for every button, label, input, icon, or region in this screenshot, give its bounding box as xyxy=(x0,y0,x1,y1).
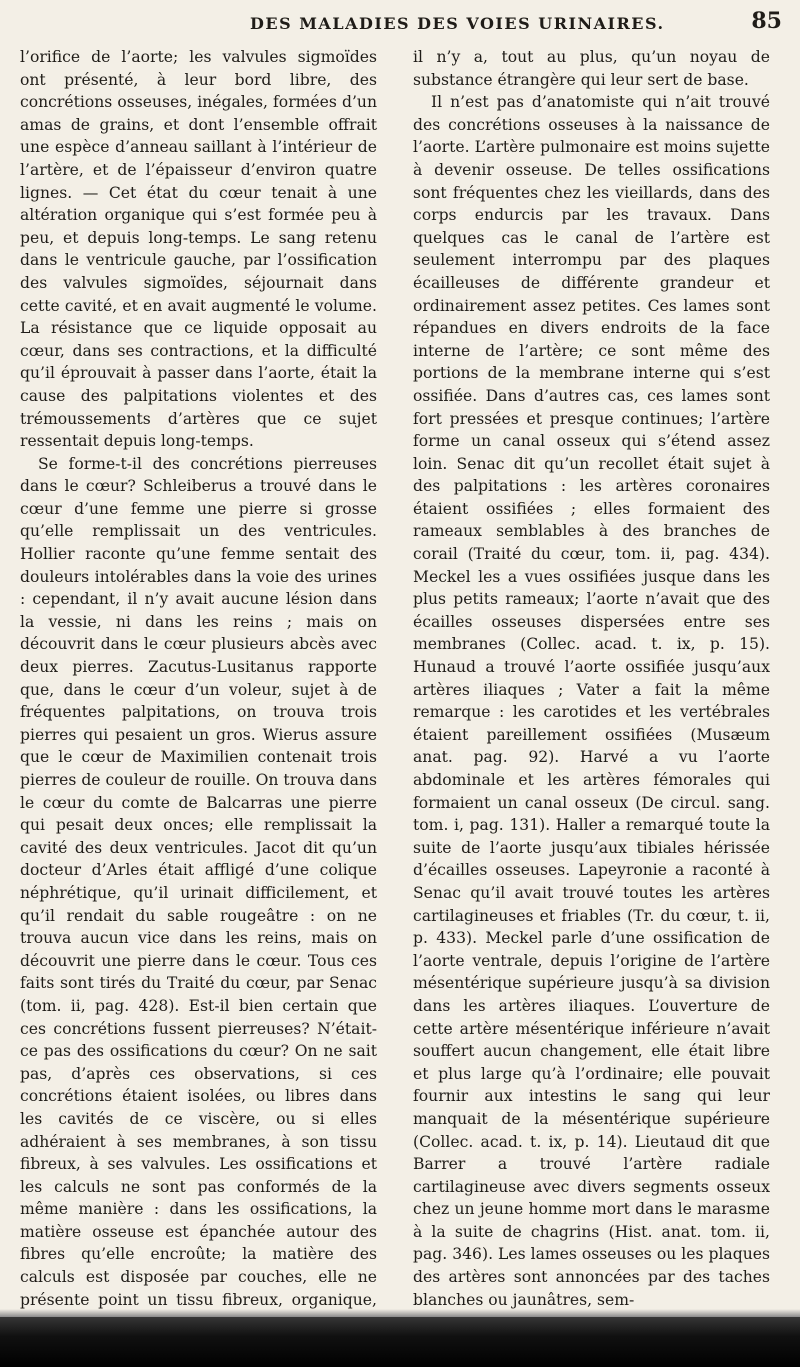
paragraph: l’orifice de l’aorte; les valvules sigmoïdes ont présenté, à leur bord libre, des concrétions osseuses, inégales, formées d’un amas de grains, et dont l’ensemble offrait une espèce d’anneau saillant à l’intérieur de l’artère, et de l’épaisseur d’environ quatre lignes. — Cet état du cœur tenait à une altération organique qui s’est formée peu à peu, et depuis long-temps. Le sang retenu dans le ventricule gauche, par l’ossification des valvules sigmoïdes, séjournait dans cette cavité, et en avait augmenté le volume. La résistance que ce liquide opposait au cœur, dans ses contractions, et la difficulté qu’il éprouvait à passer dans l’aorte, était la cause des palpitations violentes et des trémoussements d’artères que ce sujet ressentait depuis long-temps. xyxy=(20,48,377,451)
paragraph: Il n’est pas d’anatomiste qui n’ait trouvé des concrétions osseuses à la naissance de l’aorte. L’artère pulmonaire est moins sujette à devenir osseuse. De telles ossifications sont fréquentes chez les vieillards, dans des corps endurcis par les travaux. Dans quelques cas le canal de l’artère est seulement interrompu par des plaques écailleuses de différente grandeur et ordinairement assez petites. Ces lames sont répandues en divers endroits de la face interne de l’artère; ce sont même des portions de la membrane interne qui s’est ossifiée. Dans d’autres cas, ces lames sont fort pressées et presque continues; l’artère forme un canal osseux qui s’étend assez loin. Senac dit qu’un recollet était sujet à des palpitations : les artères coronaires étaient ossifiées ; elles formaient des rameaux semblables à des branches de corail (Traité du cœur, tom. ii, pag. 434). Meckel les a vues ossifiées jusque dans les plus petits rameaux; l’aorte n’avait que des écailles osseuses dispersées entre ses membranes (Collec. acad. t. ix, p. 15). Hunaud a trouvé l’aorte ossifiée jusqu’aux artères iliaques ; Vater a fait la même remarque : les carotides et les vertébrales étaient pareillement ossifiées (Musæum anat. pag. 92). Harvé a vu l’aorte abdominale et les artères fémorales qui formaient un canal osseux (De circul. sang. tom. i, pag. 131). Haller a remarqué toute la suite de l’aorte jusqu’aux tibiales hérissée d’écailles osseuses. Lapeyronie a raconté à Senac qu’il avait trouvé toutes les artères cartilagineuses et friables (Tr. du cœur, t. ii, p. 433). Meckel parle d’une ossification de l’aorte ventrale, depuis l’origine de l’artère mésentérique supérieure jusqu’à sa division dans les artères iliaques. L’ouverture de cette artère mésentérique inférieure n’avait souffert aucun changement, elle était libre et plus large qu’à l’ordinaire; elle pouvait fournir aux intestins le sang qui leur manquait de la mésentérique supérieure (Collec. acad. t. ix, p. 14). Lieutaud dit que Barrer a trouvé l’artère radiale cartilagineuse avec divers segments osseux chez un jeune homme mort dans le marasme à la suite de chagrins (Hist. anat. tom. ii, pag. 346). Les lames osseuses ou les plaques des artères sont annoncées par des taches blanches ou jaunâtres, sem- xyxy=(413,93,770,1309)
page-header xyxy=(0,8,800,38)
page-edge-shadow xyxy=(0,1315,800,1367)
page-number: 85 xyxy=(751,8,782,34)
paragraph: Se forme-t-il des concrétions pierreuses dans le cœur? Schleiberus a trouvé dans le cœur d’une femme une pierre si grosse qu’elle remplissait un des ventricules. Hollier raconte qu’une femme sentait des douleurs intolérables dans la voie des urines : cependant, il n’y avait aucune lésion dans la vessie, ni dans les reins ; mais on découvrit dans le cœur plusieurs abcès avec deux pierres. Zacutus-Lusitanus rapporte que, dans le cœur d’un voleur, sujet à de fréquentes palpitations, on trouva trois pierres qui pesaient un gros. Wierus assure que le cœur de Maximilien contenait trois pierres de couleur de rouille. On trouva dans le cœur du comte de Balcarras une pierre qui pesait deux onces; elle remplissait la cavité des deux ventricules. Jacot dit qu’un docteur d’Arles était affligé d’une colique néphrétique, qu’il urinait difficilement, et qu’il rendait du sable rougeâtre : on ne trouva aucun vice dans les reins, mais on découvrit une pierre dans le cœur. Tous ces faits sont tirés du Traité du cœur, par Senac (tom. ii, pag. 428). Est-il bien certain que ces concrétions fussent pierreuses? N’était-ce pas des ossifications du cœur? On ne sait pas, d’après ces observations, si ces concrétions étaient isolées, ou libres dans les cavités de ce viscère, ou si elles adhéraient à ses membranes, à son tissu fibreux, à ses valvules. Les ossifications et les calculs ne sont pas conformés de la même manière : dans les ossifications, la matière osseuse est épanchée autour des fibres qu’elle encroûte; la matière des calculs est disposée par couches, elle ne présente point un tissu fibreux, organique, xyxy=(20,454,377,1309)
right-column xyxy=(413,46,770,1311)
page-edge xyxy=(0,1309,800,1317)
running-title: DES MALADIES DES VOIES URINAIRES. xyxy=(250,14,665,33)
left-column xyxy=(20,46,377,1334)
paragraph: il n’y a, tout au plus, qu’un noyau de substance étrangère qui leur sert de base. xyxy=(413,48,770,89)
